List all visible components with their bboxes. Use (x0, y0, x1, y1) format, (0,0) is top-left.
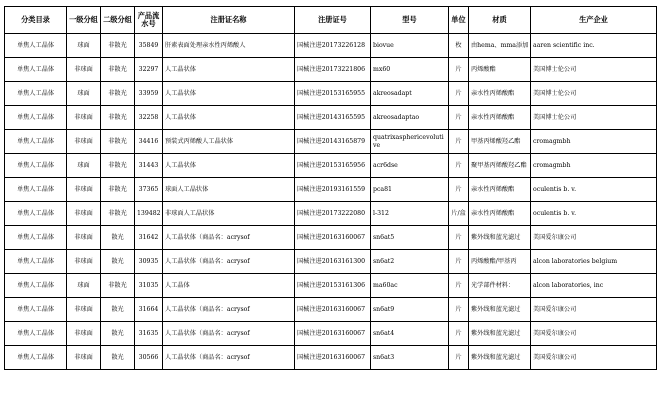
model-cell: akreosadaptao (371, 106, 449, 130)
model-cell: acr6dse (371, 154, 449, 178)
serial-header: 产品流水号 (135, 7, 163, 34)
material-cell: 紫外线和蓝光滤过 (469, 298, 531, 322)
table-row (5, 34, 657, 58)
model-cell: mx60 (371, 58, 449, 82)
group1-cell: 非球面 (67, 226, 101, 250)
manufacturer-cell: 美国爱尔康公司 (531, 298, 657, 322)
header-row (5, 7, 657, 34)
table-row (5, 274, 657, 298)
material-cell: 亲水性丙烯酸酯 (469, 202, 531, 226)
registration-name-cell: 人工晶状体 (163, 154, 295, 178)
table-row (5, 82, 657, 106)
group2-cell: 散光 (101, 298, 135, 322)
table-row (5, 322, 657, 346)
group1-cell: 球面 (67, 274, 101, 298)
material-cell: 亲水性丙烯酸酯 (469, 178, 531, 202)
material-cell: 紫外线和蓝光滤过 (469, 322, 531, 346)
registration-name-cell: 人工晶状体（商品名：acrysof (163, 298, 295, 322)
category-cell: 单焦人工晶体 (5, 106, 67, 130)
material-header: 材质 (469, 7, 531, 34)
material-cell: 紫外线和蓝光滤过 (469, 226, 531, 250)
category-cell: 单焦人工晶体 (5, 202, 67, 226)
table-row (5, 58, 657, 82)
table-row (5, 346, 657, 370)
group1-cell: 非球面 (67, 106, 101, 130)
category-cell: 单焦人工晶体 (5, 178, 67, 202)
material-cell: 甲基丙烯酸羟乙酯 (469, 130, 531, 154)
registration-no-header: 注册证号 (295, 7, 371, 34)
manufacturer-cell: 美国爱尔康公司 (531, 226, 657, 250)
registration-no-cell: 国械注进20173222080 (295, 202, 371, 226)
manufacturer-cell: 美国博士伦公司 (531, 58, 657, 82)
material-cell: 紫外线和蓝光滤过 (469, 346, 531, 370)
group1-cell: 非球面 (67, 178, 101, 202)
model-cell: quatrixasphericevolutive (371, 130, 449, 154)
registration-name-cell: 人工晶状体 (163, 82, 295, 106)
registration-name-cell: 球面人工晶状体 (163, 178, 295, 202)
unit-cell: 片 (449, 58, 469, 82)
group2-cell: 散光 (101, 250, 135, 274)
table-row (5, 130, 657, 154)
table-body (5, 34, 657, 370)
registration-no-cell: 国械注进20173226128 (295, 34, 371, 58)
group1-cell: 非球面 (67, 298, 101, 322)
serial-cell: 31035 (135, 274, 163, 298)
registration-no-cell: 国械注进20153161306 (295, 274, 371, 298)
category-cell: 单焦人工晶体 (5, 130, 67, 154)
category-cell: 单焦人工晶体 (5, 298, 67, 322)
registration-name-cell: 人工晶状体（商品名：acrysof (163, 322, 295, 346)
group2-cell: 散光 (101, 226, 135, 250)
group1-cell: 球面 (67, 82, 101, 106)
group1-cell: 非球面 (67, 202, 101, 226)
table-row (5, 154, 657, 178)
serial-cell: 30935 (135, 250, 163, 274)
table-row (5, 106, 657, 130)
serial-cell: 33959 (135, 82, 163, 106)
registration-no-cell: 国械注进20163161300 (295, 250, 371, 274)
unit-cell: 枚 (449, 34, 469, 58)
manufacturer-cell: 美国博士伦公司 (531, 82, 657, 106)
group2-cell: 非散光 (101, 58, 135, 82)
manufacturer-cell: 美国爱尔康公司 (531, 322, 657, 346)
unit-cell: 片 (449, 298, 469, 322)
model-header: 型号 (371, 7, 449, 34)
group2-cell: 非散光 (101, 82, 135, 106)
registration-no-cell: 国械注进20163160067 (295, 298, 371, 322)
unit-cell: 片 (449, 226, 469, 250)
registration-no-cell: 国械注进20193161559 (295, 178, 371, 202)
table-row (5, 202, 657, 226)
manufacturer-cell: 美国博士伦公司 (531, 106, 657, 130)
table-row (5, 250, 657, 274)
category-cell: 单焦人工晶体 (5, 226, 67, 250)
group2-cell: 非散光 (101, 106, 135, 130)
product-table (4, 6, 657, 370)
material-cell: 光学部件材料： (469, 274, 531, 298)
registration-name-cell: 人工晶状体（商品名：acrysof (163, 226, 295, 250)
manufacturer-cell: cromagmbh (531, 130, 657, 154)
category-cell: 单焦人工晶体 (5, 346, 67, 370)
registration-no-cell: 国械注进20143165879 (295, 130, 371, 154)
manufacturer-cell: aaren scientific inc. (531, 34, 657, 58)
material-cell: 亲水性丙烯酸酯 (469, 106, 531, 130)
manufacturer-cell: oculentis b. v. (531, 202, 657, 226)
material-cell: 由hema、mma添加 (469, 34, 531, 58)
group2-header: 二级分组 (101, 7, 135, 34)
category-cell: 单焦人工晶体 (5, 154, 67, 178)
model-cell: akreosadapt (371, 82, 449, 106)
model-cell: sn6at3 (371, 346, 449, 370)
group1-header: 一级分组 (67, 7, 101, 34)
table-row (5, 298, 657, 322)
material-cell: 聚甲基丙烯酸羟乙酯 (469, 154, 531, 178)
model-cell: biovue (371, 34, 449, 58)
unit-cell: 片 (449, 274, 469, 298)
unit-cell: 片/盒 (449, 202, 469, 226)
unit-cell: 片 (449, 322, 469, 346)
unit-cell: 片 (449, 130, 469, 154)
manufacturer-header: 生产企业 (531, 7, 657, 34)
category-cell: 单焦人工晶体 (5, 274, 67, 298)
category-cell: 单焦人工晶体 (5, 34, 67, 58)
group2-cell: 非散光 (101, 274, 135, 298)
registration-name-cell: 人工晶体 (163, 274, 295, 298)
serial-cell: 139482 (135, 202, 163, 226)
manufacturer-cell: 美国爱尔康公司 (531, 346, 657, 370)
table-row (5, 178, 657, 202)
unit-cell: 片 (449, 346, 469, 370)
manufacturer-cell: alcon laboratories, inc (531, 274, 657, 298)
model-cell: pca81 (371, 178, 449, 202)
group1-cell: 非球面 (67, 322, 101, 346)
group1-cell: 非球面 (67, 346, 101, 370)
serial-cell: 35849 (135, 34, 163, 58)
registration-name-cell: 人工晶状体（商品名：acrysof (163, 250, 295, 274)
manufacturer-cell: alcon laboratories belgium (531, 250, 657, 274)
registration-no-cell: 国械注进20163160067 (295, 322, 371, 346)
category-cell: 单焦人工晶体 (5, 82, 67, 106)
serial-cell: 30566 (135, 346, 163, 370)
registration-no-cell: 国械注进20173221806 (295, 58, 371, 82)
registration-no-cell: 国械注进20153165955 (295, 82, 371, 106)
category-cell: 单焦人工晶体 (5, 322, 67, 346)
serial-cell: 37365 (135, 178, 163, 202)
group1-cell: 球面 (67, 34, 101, 58)
material-cell: 丙烯酸酯/甲基丙 (469, 250, 531, 274)
category-cell: 单焦人工晶体 (5, 250, 67, 274)
group1-cell: 球面 (67, 154, 101, 178)
serial-cell: 32297 (135, 58, 163, 82)
group2-cell: 非散光 (101, 202, 135, 226)
group2-cell: 非散光 (101, 130, 135, 154)
model-cell: sn6at2 (371, 250, 449, 274)
registration-name-cell: 预装式丙烯酸人工晶状体 (163, 130, 295, 154)
unit-cell: 片 (449, 178, 469, 202)
group2-cell: 非散光 (101, 34, 135, 58)
registration-name-cell: 非球面人工晶状体 (163, 202, 295, 226)
model-cell: l-312 (371, 202, 449, 226)
serial-cell: 31443 (135, 154, 163, 178)
registration-no-cell: 国械注进20143165595 (295, 106, 371, 130)
category-header: 分类目录 (5, 7, 67, 34)
group1-cell: 非球面 (67, 250, 101, 274)
serial-cell: 34416 (135, 130, 163, 154)
registration-no-cell: 国械注进20163160067 (295, 346, 371, 370)
registration-name-cell: 人工晶状体 (163, 58, 295, 82)
model-cell: sn6at5 (371, 226, 449, 250)
registration-name-cell: 人工晶状体 (163, 106, 295, 130)
registration-name-header: 注册证名称 (163, 7, 295, 34)
manufacturer-cell: oculentis b. v. (531, 178, 657, 202)
unit-cell: 片 (449, 82, 469, 106)
table-row (5, 226, 657, 250)
serial-cell: 31635 (135, 322, 163, 346)
group1-cell: 非球面 (67, 58, 101, 82)
registration-no-cell: 国械注进20163160067 (295, 226, 371, 250)
category-cell: 单焦人工晶体 (5, 58, 67, 82)
material-cell: 亲水性丙烯酸酯 (469, 82, 531, 106)
serial-cell: 31642 (135, 226, 163, 250)
unit-cell: 片 (449, 250, 469, 274)
unit-cell: 片 (449, 106, 469, 130)
model-cell: sn6at9 (371, 298, 449, 322)
manufacturer-cell: cromagmbh (531, 154, 657, 178)
group2-cell: 散光 (101, 322, 135, 346)
group2-cell: 非散光 (101, 178, 135, 202)
registration-name-cell: 人工晶状体（商品名：acrysof (163, 346, 295, 370)
model-cell: sn6at4 (371, 322, 449, 346)
registration-no-cell: 国械注进20153165956 (295, 154, 371, 178)
group2-cell: 散光 (101, 346, 135, 370)
serial-cell: 32258 (135, 106, 163, 130)
material-cell: 丙烯酸酯 (469, 58, 531, 82)
unit-cell: 片 (449, 154, 469, 178)
model-cell: ma60ac (371, 274, 449, 298)
registration-name-cell: 肝素表面处理亲水性丙烯酸人 (163, 34, 295, 58)
group1-cell: 非球面 (67, 130, 101, 154)
serial-cell: 31664 (135, 298, 163, 322)
unit-header: 单位 (449, 7, 469, 34)
group2-cell: 非散光 (101, 154, 135, 178)
